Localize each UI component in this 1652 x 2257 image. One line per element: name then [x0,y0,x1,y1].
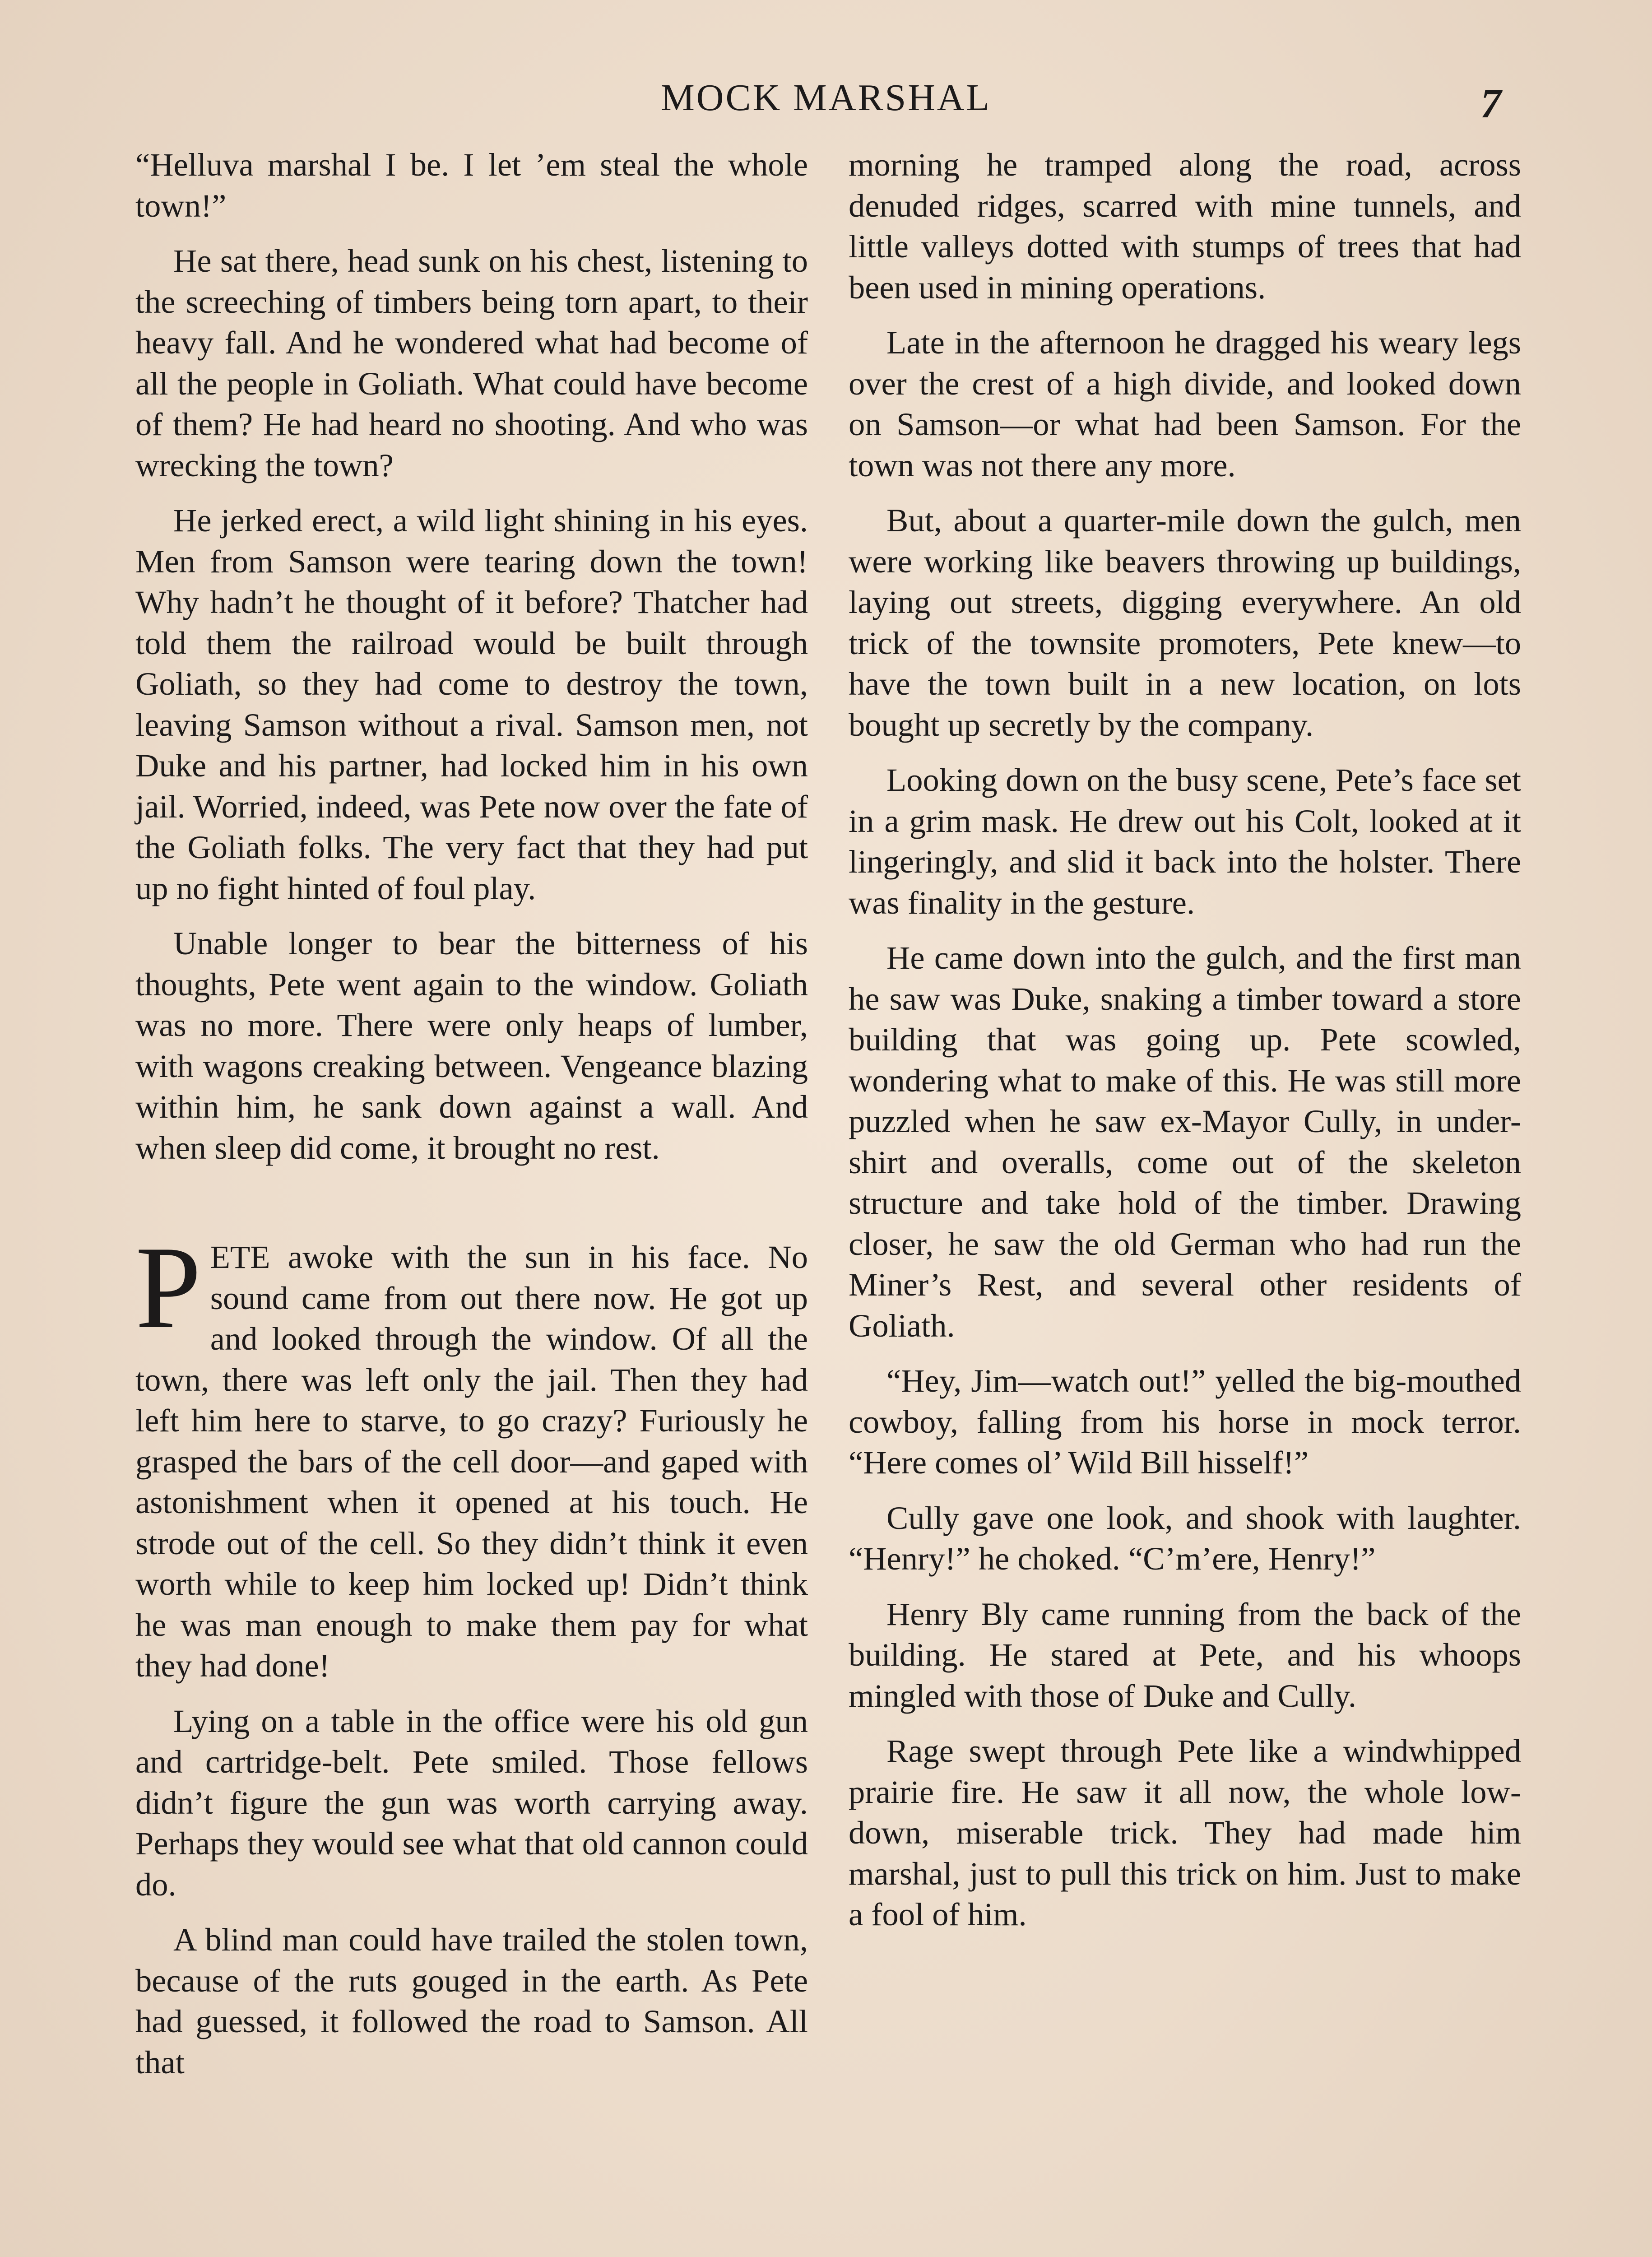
right-column [849,144,1521,1950]
paragraph: Cully gave one look, and shook with laughter. “Henry!” he choked. “C’m’ere, Henry!” [849,1499,1521,1577]
dropcap-paragraph [135,1222,808,1686]
section-break [135,1183,808,1237]
paragraph: Late in the afternoon he dragged his weary legs over the crest of a high divide, and looked down on Samson—or what had been Samson. For the town was not there any more. [849,324,1521,483]
paragraph: He sat there, head sunk on his chest, listening to the screeching of timbers being torn apart, to their heavy fall. And he wondered what had become of all the people in Goliath. What could have become of them? He had heard no shooting. And who was wrecking the town? [135,242,808,483]
paragraph: Unable longer to bear the bitterness of his thoughts, Pete went again to the window. Goliath was no more. There were only heaps of lumber, with wagons creaking between. Vengeance blazing within him, he sank down against a wall. And when sleep did come, it brought no rest. [135,925,808,1166]
dropcap-paragraph-text: ETE awoke with the sun in his face. No sound came from out there now. He got up and looked through the window. Of all the town, there was left only the jail. Then they had left him here to starve, to go crazy? Furiously he grasped the bars of the cell door—and gaped with astonishment when it opened at his touch. He strode out of the cell. So they didn’t think it even worth while to keep him locked up! Didn’t think he was man enough to make them pay for what they had done! [135,1239,808,1684]
paragraph: But, about a quarter-mile down the gulch, men were working like beavers throwing up buildings, laying out streets, digging everywhere. An old trick of the townsite promoters, Pete knew—to have the town built in a new location, on lots bought up secretly by the company. [849,502,1521,743]
page-header [0,76,1652,125]
paragraph: “Hey, Jim—watch out!” yelled the big-mouthed cowboy, falling from his horse in mock terror. “Here comes ol’ Wild Bill hisself!” [849,1362,1521,1481]
paragraph: Rage swept through Pete like a windwhipped prairie fire. He saw it all now, the whole low-down, miserable trick. They had made him marshal, just to pull this trick on him. Just to make a fool of him. [849,1732,1521,1932]
drop-cap-letter: P [135,1222,201,1353]
paragraph: Henry Bly came running from the back of the building. He stared at Pete, and his whoops mingled with those of Duke and Cully. [849,1595,1521,1714]
paragraph: “Helluva marshal I be. I let ’em steal the whole town!” [135,146,808,224]
paragraph: He jerked erect, a wild light shining in his eyes. Men from Samson were tearing down the town! Why hadn’t he thought of it before? Thatcher had told them the railroad would be built through Goliath, so they had come to destroy the town, leaving Samson without a rival. Samson men, not Duke and his partner, had locked him in his own jail. Worried, indeed, was Pete now over the fate of the Goliath folks. The very fact that they had put up no fight hinted of foul play. [135,502,808,906]
paragraph: A blind man could have trailed the stolen town, because of the ruts gouged in the earth. As Pete had guessed, it followed the road to Samson. All that [135,1921,808,2081]
paragraph: Lying on a table in the office were his old gun and cartridge-belt. Pete smiled. Those fellows didn’t figure the gun was worth carrying away. Perhaps they would see what that old cannon could do. [135,1702,808,1903]
paragraph: Looking down on the busy scene, Pete’s face set in a grim mask. He drew out his Colt, looked at it lingeringly, and slid it back into the holster. There was finality in the gesture. [849,762,1521,921]
running-title: MOCK MARSHAL [661,77,991,119]
paragraph: morning he tramped along the road, across denuded ridges, scarred with mine tunnels, and little valleys dotted with stumps of trees that had been used in mining operations. [849,146,1521,306]
left-column [135,144,808,2097]
paragraph: He came down into the gulch, and the first man he saw was Duke, snaking a timber toward a store building that was going up. Pete scowled, wondering what to make of this. He was still more puzzled when he saw ex-Mayor Cully, in under-shirt and overalls, come out of the skeleton structure and take hold of the timber. Drawing closer, he saw the old German who had run the Miner’s Rest, and several other residents of Goliath. [849,939,1521,1344]
page-number: 7 [1480,80,1501,126]
